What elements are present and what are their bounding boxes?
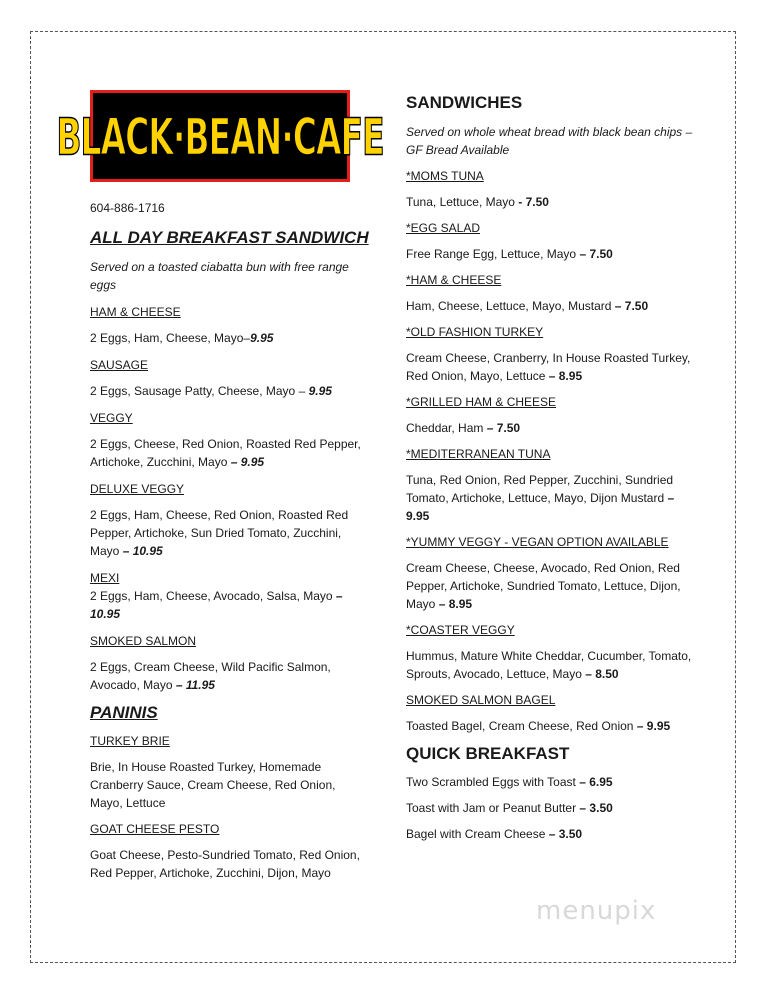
breakfast-item-desc: 2 Eggs, Ham, Cheese, Red Onion, Roasted Red Pepper, Artichoke, Sun Dried Tomato, Zucchini, Mayo – 10.95 (90, 508, 349, 558)
sandwiches-section-desc: Served on whole wheat bread with black bean chips – GF Bread Available (406, 125, 693, 157)
item-price: – 7.50 (579, 247, 613, 261)
menupix-watermark: menupix (536, 896, 657, 926)
sandwich-item-name: *HAM & CHEESE (406, 273, 502, 287)
sandwich-item-name: *YUMMY VEGGY - VEGAN OPTION AVAILABLE (406, 535, 669, 549)
item-price: – 11.95 (175, 678, 215, 692)
quick-item: Two Scrambled Eggs with Toast – 6.95 (406, 775, 613, 789)
sandwich-item-desc: Toasted Bagel, Cream Cheese, Red Onion – 9.95 (406, 719, 671, 733)
item-price: – 8.95 (438, 597, 473, 611)
item-price: – 3.50 (548, 827, 583, 841)
left-column (56, 90, 384, 882)
panini-item-name: GOAT CHEESE PESTO (90, 822, 220, 836)
sandwich-item-name: *OLD FASHION TURKEY (406, 325, 544, 339)
breakfast-item-name: DELUXE VEGGY (90, 482, 185, 496)
item-price: 9.95 (308, 384, 332, 398)
black-bean-cafe-logo (56, 90, 384, 182)
item-price: – 10.95 (122, 544, 163, 558)
panini-item-desc: Goat Cheese, Pesto-Sundried Tomato, Red Onion, Red Pepper, Artichoke, Zucchini, Dijon, Mayo (90, 848, 360, 880)
item-price: – 8.95 (548, 369, 583, 383)
breakfast-section-desc: Served on a toasted ciabatta bun with free range eggs (90, 260, 349, 292)
breakfast-item-name: SAUSAGE (90, 358, 149, 372)
quick-item: Bagel with Cream Cheese – 3.50 (406, 827, 583, 841)
item-price: – 9.95 (230, 455, 265, 469)
item-price: – 8.50 (585, 667, 619, 681)
item-price: – 9.95 (636, 719, 671, 733)
breakfast-item-desc: 2 Eggs, Cheese, Red Onion, Roasted Red Pepper, Artichoke, Zucchini, Mayo – 9.95 (90, 437, 361, 469)
sandwich-item-name: *COASTER VEGGY (406, 623, 515, 637)
sandwich-item-desc: Tuna, Red Onion, Red Pepper, Zucchini, Sundried Tomato, Artichoke, Lettuce, Mayo, Dijon Mustard – 9.95 (406, 473, 675, 523)
item-price: – 6.95 (579, 775, 613, 789)
sandwich-item-name: *GRILLED HAM & CHEESE (406, 395, 557, 409)
breakfast-item-name: HAM & CHEESE (90, 305, 181, 319)
breakfast-item-desc: 2 Eggs, Sausage Patty, Cheese, Mayo – 9.95 (90, 384, 332, 398)
sandwich-item-name: *EGG SALAD (406, 221, 481, 235)
right-column (406, 92, 696, 843)
sandwich-item-name: *MOMS TUNA (406, 169, 484, 183)
breakfast-item-name: MEXI (90, 571, 120, 585)
panini-item-name: TURKEY BRIE (90, 734, 170, 748)
paninis-section-title: PANINIS (90, 703, 158, 722)
sandwich-item-name: SMOKED SALMON BAGEL (406, 693, 556, 707)
sandwich-item-desc: Free Range Egg, Lettuce, Mayo – 7.50 (406, 247, 613, 261)
item-price: – 7.50 (486, 421, 521, 435)
item-price: 9.95 (250, 331, 274, 345)
sandwich-item-name: *MEDITERRANEAN TUNA (406, 447, 551, 461)
logo-text: BLACK·BEAN·CAFE (56, 105, 384, 167)
breakfast-section-title: ALL DAY BREAKFAST SANDWICH (90, 228, 369, 247)
sandwich-item-desc: Cheddar, Ham – 7.50 (406, 421, 521, 435)
sandwiches-section-title: SANDWICHES (406, 93, 523, 112)
item-price: - 7.50 (518, 195, 549, 209)
item-price: – 10.95 (90, 589, 343, 621)
sandwich-item-desc: Cream Cheese, Cheese, Avocado, Red Onion, Red Pepper, Artichoke, Sundried Tomato, Lettuce, Dijon, Mayo – 8.95 (406, 561, 681, 611)
sandwich-item-desc: Ham, Cheese, Lettuce, Mayo, Mustard – 7.50 (406, 299, 649, 313)
breakfast-item-desc: 2 Eggs, Ham, Cheese, Mayo–9.95 (90, 331, 274, 345)
quick-breakfast-section-title: QUICK BREAKFAST (406, 744, 570, 763)
breakfast-item-name: SMOKED SALMON (90, 634, 197, 648)
breakfast-item-desc: 2 Eggs, Cream Cheese, Wild Pacific Salmon, Avocado, Mayo – 11.95 (90, 660, 331, 692)
panini-item-desc: Brie, In House Roasted Turkey, Homemade Cranberry Sauce, Cream Cheese, Red Onion, Mayo, Lettuce (90, 760, 336, 810)
breakfast-item-name: VEGGY (90, 411, 133, 425)
sandwich-item-desc: Hummus, Mature White Cheddar, Cucumber, Tomato, Sprouts, Avocado, Lettuce, Mayo – 8.50 (406, 649, 692, 681)
phone-number: 604-886-1716 (90, 201, 165, 215)
sandwich-item-desc: Cream Cheese, Cranberry, In House Roasted Turkey, Red Onion, Mayo, Lettuce – 8.95 (406, 351, 691, 383)
breakfast-item-desc: 2 Eggs, Ham, Cheese, Avocado, Salsa, Mayo – 10.95 (90, 589, 343, 621)
item-price: – 3.50 (579, 801, 613, 815)
item-price: – 7.50 (614, 299, 649, 313)
quick-item: Toast with Jam or Peanut Butter – 3.50 (406, 801, 613, 815)
item-price: – 9.95 (406, 491, 675, 523)
sandwich-item-desc: Tuna, Lettuce, Mayo - 7.50 (406, 195, 549, 209)
